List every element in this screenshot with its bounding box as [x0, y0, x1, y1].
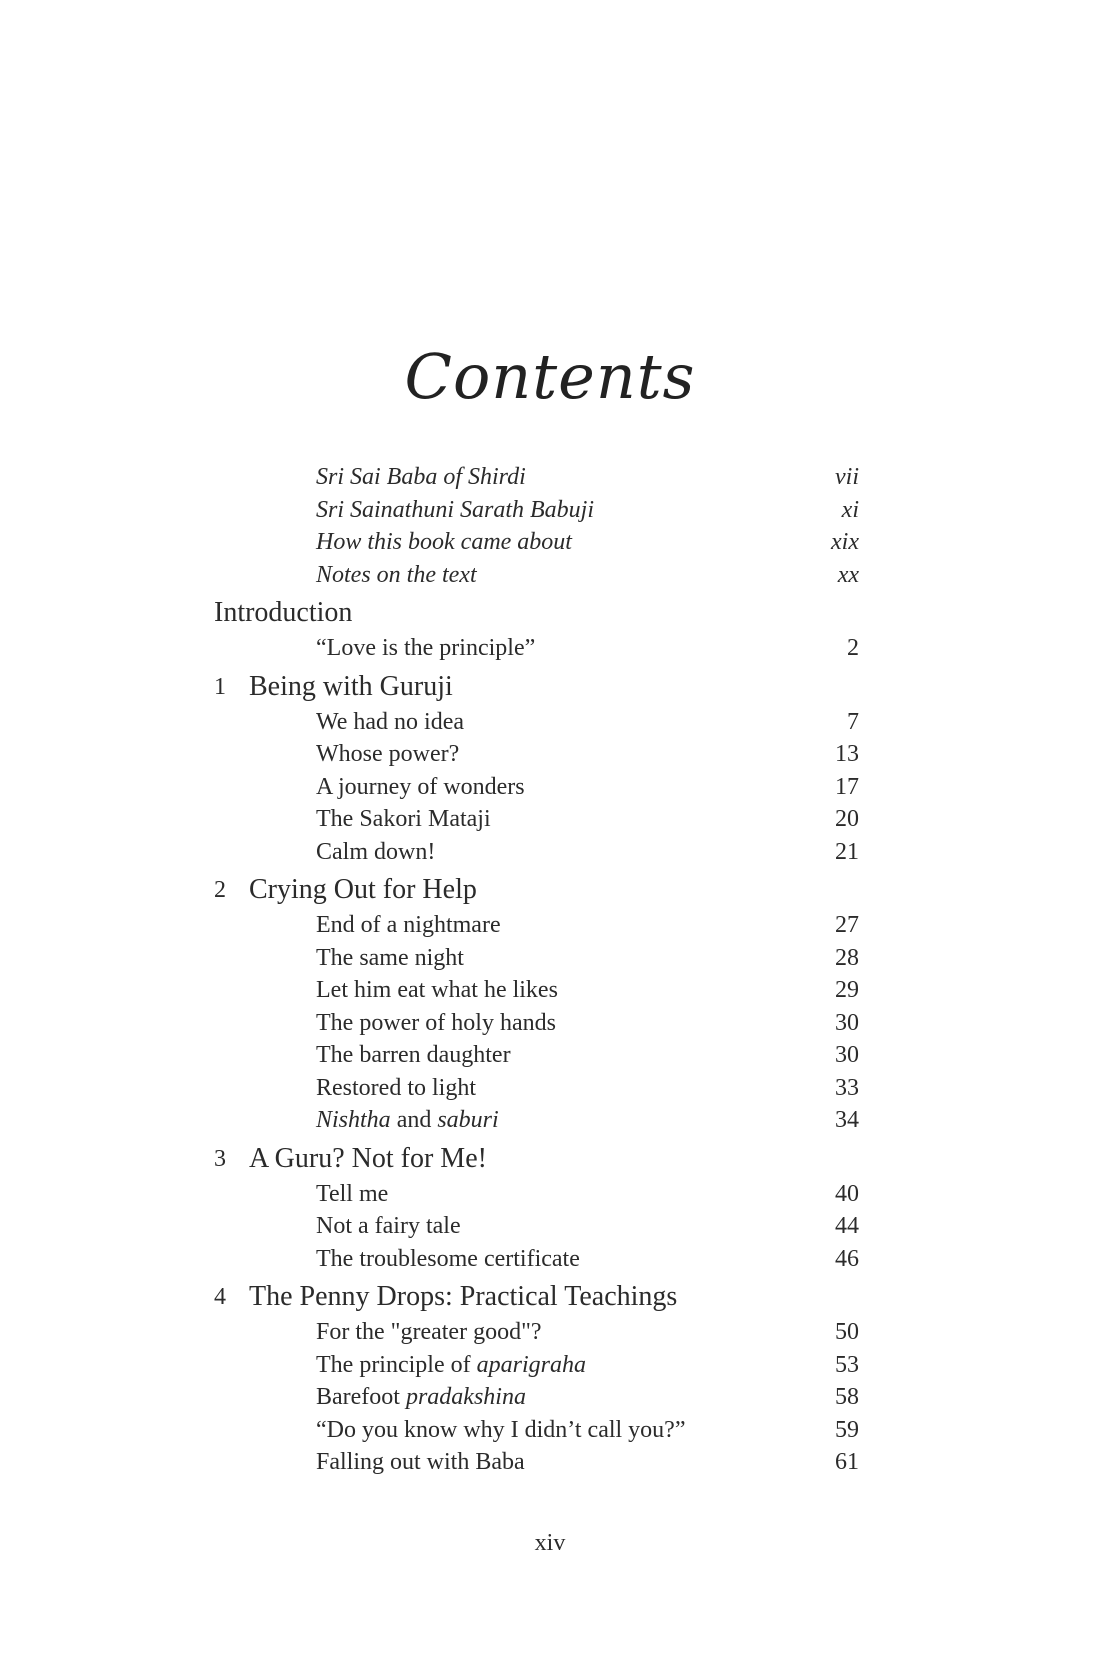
chapter-title: Crying Out for Help	[249, 874, 477, 905]
toc-entry-title: The troublesome certificate	[316, 1245, 580, 1272]
toc-entry	[214, 461, 859, 494]
toc-entry-page: 21	[835, 838, 859, 865]
chapter-title: A Guru? Not for Me!	[249, 1142, 487, 1174]
toc-entry-title: Not a fairy tale	[316, 1213, 461, 1239]
toc-entry-title: We had no idea	[316, 708, 465, 735]
toc-entry-title: Sri Sai Baba of Shirdi	[316, 464, 526, 490]
chapter-number: 3	[214, 1145, 226, 1172]
toc-entry-title-part: The principle of	[316, 1351, 477, 1378]
toc-entry-title: The same night	[316, 944, 464, 971]
toc-entry-page: xi	[841, 496, 859, 523]
toc-entry-title	[316, 1104, 499, 1137]
toc-chapter-heading	[214, 1278, 859, 1316]
toc-entry-title: For the "greater good"?	[316, 1319, 542, 1345]
toc-entry-page: 30	[835, 1042, 859, 1068]
toc-entry-title	[316, 1349, 586, 1382]
toc-entry	[214, 1446, 859, 1479]
toc-entry-page: 2	[847, 635, 859, 661]
toc-entry-page: 17	[835, 773, 859, 800]
toc-entry-title: The barren daughter	[316, 1042, 511, 1068]
toc-entry	[214, 1414, 859, 1447]
toc-entry	[214, 803, 859, 836]
toc-entry-page: 29	[835, 977, 859, 1003]
page-number: xiv	[534, 1530, 566, 1556]
toc-entry	[214, 836, 859, 869]
toc-entry-page: 28	[835, 944, 859, 971]
toc-entry	[214, 1178, 859, 1211]
toc-entry-page: 44	[835, 1213, 859, 1239]
toc-entry	[214, 738, 859, 771]
toc-entry-page: 46	[835, 1245, 859, 1272]
toc-entry-page: 33	[835, 1074, 859, 1101]
chapter-number: 4	[214, 1284, 226, 1310]
chapter-number: 1	[214, 673, 226, 700]
toc-entry	[214, 771, 859, 804]
toc-entry-title: A journey of wonders	[316, 773, 525, 800]
toc-chapter-heading	[214, 594, 859, 632]
toc-entry	[214, 909, 859, 942]
toc-entry-page: 7	[847, 708, 859, 735]
chapter-title: The Penny Drops: Practical Teachings	[249, 1281, 678, 1312]
toc-entry	[214, 1072, 859, 1105]
toc-entry-title: End of a nightmare	[316, 912, 501, 938]
toc-entry-title-part: Barefoot	[316, 1384, 406, 1410]
toc-entry-page: 53	[835, 1351, 859, 1378]
toc-entry-page: 34	[835, 1107, 859, 1133]
toc-entry-page: 40	[835, 1180, 859, 1207]
toc-entry	[214, 974, 859, 1007]
toc-entry-title-part: and	[390, 1107, 438, 1133]
toc-entry	[214, 706, 859, 739]
toc-entry	[214, 942, 859, 975]
toc-entry-title: Let him eat what he likes	[316, 977, 558, 1003]
chapter-title: Being with Guruji	[249, 670, 453, 702]
toc-entry-page: xix	[831, 529, 859, 555]
toc-entry-title: Whose power?	[316, 741, 460, 767]
toc-entry	[214, 559, 859, 592]
toc-entry-page: xx	[837, 561, 859, 588]
toc-entry-title: Sri Sainathuni Sarath Babuji	[316, 496, 595, 523]
toc-entry-title-part: aparigraha	[476, 1351, 586, 1378]
toc-entry	[214, 494, 859, 527]
chapter-number: 2	[214, 877, 226, 903]
toc-entry-page: 59	[835, 1416, 859, 1443]
toc-entry-title-part: pradakshina	[405, 1384, 526, 1410]
toc-entry-title: How this book came about	[316, 529, 572, 555]
toc-entry-page: 20	[835, 806, 859, 832]
toc-entry	[214, 632, 859, 665]
toc-entry-title: Tell me	[316, 1180, 389, 1207]
toc-entry-title: Falling out with Baba	[316, 1449, 525, 1475]
toc-entry	[214, 1243, 859, 1276]
toc-entry-title: “Love is the principle”	[316, 635, 536, 661]
toc-entry-page: 50	[835, 1319, 859, 1345]
toc-entry-page: vii	[835, 464, 859, 490]
table-of-contents	[214, 461, 859, 1479]
toc-entry	[214, 1039, 859, 1072]
toc-entry-page: 13	[835, 741, 859, 767]
toc-entry	[214, 1210, 859, 1243]
toc-entry-page: 61	[835, 1449, 859, 1475]
chapter-title: Introduction	[214, 597, 353, 628]
toc-entry	[214, 526, 859, 559]
toc-entry	[214, 1104, 859, 1137]
toc-entry-page: 58	[835, 1384, 859, 1410]
toc-chapter-heading	[214, 871, 859, 909]
toc-entry-title: Notes on the text	[316, 561, 477, 588]
toc-entry	[214, 1381, 859, 1414]
toc-entry-title: “Do you know why I didn’t call you?”	[316, 1416, 686, 1443]
toc-entry-page: 30	[835, 1009, 859, 1036]
toc-entry-title: The power of holy hands	[316, 1009, 556, 1036]
toc-entry	[214, 1316, 859, 1349]
toc-entry-page: 27	[835, 912, 859, 938]
toc-entry	[214, 1007, 859, 1040]
toc-entry-title: Calm down!	[316, 838, 436, 865]
toc-entry-title-part: saburi	[437, 1107, 499, 1133]
toc-chapter-heading	[214, 668, 859, 706]
toc-entry-title-part: Nishtha	[316, 1107, 391, 1133]
toc-entry-title	[316, 1381, 526, 1414]
page-title: Contents	[404, 340, 696, 413]
toc-entry	[214, 1349, 859, 1382]
toc-entry-title: The Sakori Mataji	[316, 806, 491, 832]
toc-entry-title: Restored to light	[316, 1074, 476, 1101]
toc-chapter-heading	[214, 1140, 859, 1178]
